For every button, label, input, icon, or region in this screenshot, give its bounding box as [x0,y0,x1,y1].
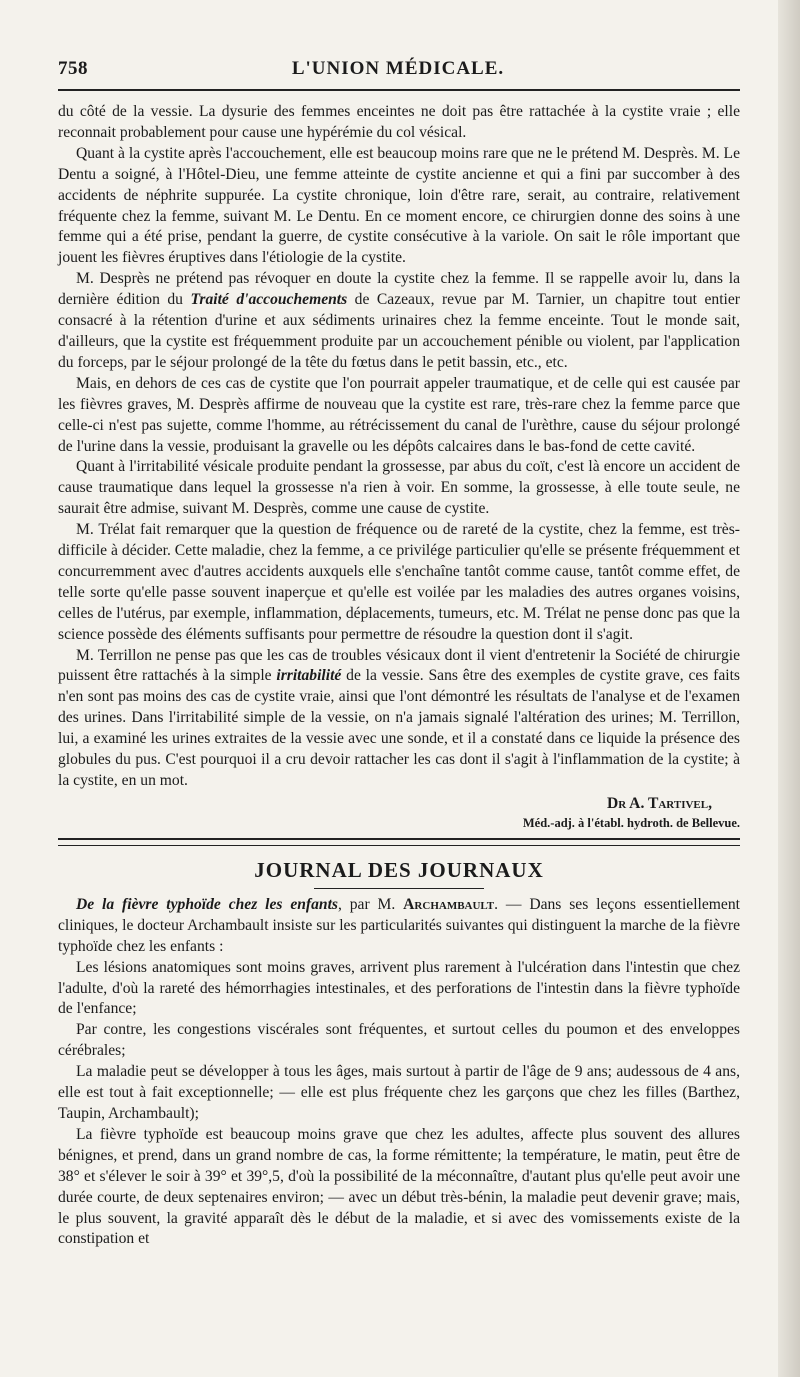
title-underline [314,888,484,889]
article-author: Archambault [403,895,495,913]
header-rule [58,89,740,91]
author-affiliation: Méd.-adj. à l'établ. hydroth. de Bellevue. [522,815,740,830]
section-divider [58,838,740,846]
paragraph: Quant à la cystite après l'accouchement, elle est beaucoup moins rare que ne le prétend M. Desprès. M. Le Dentu a soigné, à l'Hôtel-Dieu, une femme atteinte de cystite ancienne et qui a fini par succomber à des accidents de néphrite suppurée. La cystite chronique, loin d'être rare, serait, au contraire, relativement fréquente chez la femme, suivant M. Le Dentu. En ce moment encore, ce chirurgien donne des soins à une femme qui a été prise, pendant la guerre, de cystite consécutive à la variole. On sait le rôle important que jouent les fièvres éruptives dans l'étiologie de la cystite. [58,144,740,267]
paragraph: Quant à l'irritabilité vésicale produite pendant la grossesse, par abus du coït, c'est là encore un accident de cause traumatique dans lequel la grossesse n'a rien à voir. En somme, la grossesse, à elle toute seule, ne saurait être admise, suivant M. Desprès, comme une cause de cystite. [58,458,740,518]
article-title: De la fièvre typhoïde chez les enfants [76,895,338,913]
running-head: L'UNION MÉDICALE. [291,58,505,79]
text-run: M. Terrillon ne pense pas que les cas de troubles vésicaux dont il vient d'entretenir la Société de chirurgie puissent être rattachés à la simple [58,646,740,685]
paragraph: Mais, en dehors de ces cas de cystite que l'on pourrait appeler traumatique, et de celle qui est causée par les fièvres graves, M. Desprès affirme de nouveau que la cystite est rare, très-rare chez la femme parce que celle-ci n'est pas sujette, comme l'homme, au rétrécissement du canal de l'urèthre, cause du séjour prolongé de l'urine dans la vessie, produisant la gravelle ou les dépôts calcaires dans le bas-fond de cette cavité. [58,374,740,455]
text-run: , par M. [338,895,404,913]
text-run: M. Desprès ne prétend pas révoquer en doute la cystite chez la femme. Il se rappelle avoir lu, dans la dernière édition du [58,270,740,309]
text-run: de la vessie. Sans être des exemples de cystite grave, ces faits n'en sont pas moins des cas de cystite vraie, ainsi que l'ont démontré les résultats de l'analyse et de l'examen des urines. Dans l'irritabilité simple de la vessie, on n'a jamais signalé l'altération des urines; M. Terrillon, lui, a examiné les urines extraites de la vessie avec une sonde, et il a constaté dans ce liquide la présence des globules du pus. C'est pourquoi il a cru devoir rattacher les cas dont il s'agit à l'inflammation de la cystite; à la cystite, en un mot. [58,667,740,789]
section-title: JOURNAL DES JOURNAUX [254,857,544,882]
page-number: 758 [58,58,88,79]
paragraph [58,269,740,374]
paragraph: La maladie peut se développer à tous les âges, mais surtout à partir de l'âge de 9 ans; audessous de 4 ans, elle est tout à fait exceptionnelle; — elle est plus fréquente chez les garçons que chez les filles (Barthez, Taupin, Archambault); [58,1063,740,1122]
paragraph [58,895,740,958]
text-run: de Cazeaux, revue par M. Tarnier, un chapitre tout entier consacré à la rétention d'urine et aux sédiments urinaires chez la femme enceinte. Tout le monde sait, d'ailleurs, que la cystite est fréquemment produite par un accouchement pénible ou violent, par l'application du forceps, par le séjour prolongé de la tête du fœtus dans le petit bassin, etc., etc. [58,291,740,371]
paragraph: La fièvre typhoïde est beaucoup moins grave que chez les adultes, affecte plus souvent des allures bénignes, et prend, dans un grand nombre de cas, la forme rémittente; la température, le matin, peut être de 38° et s'élever le soir à 39° et 39°,5, d'où la possibilité de la méconnaître, d'autant plus qu'elle peut avoir une durée courte, de deux septenaires environ; — avec un début très-bénin, la maladie peut devenir grave; mais, le plus souvent, la gravité apparaît dès le début de la maladie, et si avec des vomissements existe de la constipation et [58,1125,740,1248]
paragraph: du côté de la vessie. La dysurie des femmes enceintes ne doit pas être rattachée à la cystite vraie ; elle reconnait probablement pour cause une hypérémie du col vésical. [58,103,740,141]
text-column [58,102,740,1250]
author-signature: Dr A. Tartivel, [606,794,712,812]
paragraph: Les lésions anatomiques sont moins graves, arrivent plus rarement à l'ulcération dans l'intestin que chez l'adulte, d'où la rareté des hémorrhagies intestinales, et des perforations de l'intestin dans la fièvre typhoïde de l'enfance; [58,958,740,1018]
paragraph: Par contre, les congestions viscérales sont fréquentes, et surtout celles du poumon et des enveloppes cérébrales; [58,1021,740,1060]
book-title: Traité d'accouchements [190,291,348,309]
page-header [58,58,738,88]
paragraph [58,646,740,792]
page-edge-shadow [778,0,800,1377]
emphasis: irritabilité [276,667,342,685]
text-run: . — Dans ses leçons essentiellement cliniques, le docteur Archambault insiste sur les particularités suivantes qui distinguent la marche de la fièvre typhoïde chez les enfants : [58,895,740,955]
paragraph: M. Trélat fait remarquer que la question de fréquence ou de rareté de la cystite, chez la femme, est très-difficile à décider. Cette maladie, chez la femme, a ce privilége particulier qu'elle se présente fréquemment et concurremment avec d'autres accidents auxquels elle s'enchaîne tantôt comme cause, tantôt comme effet, de telle sorte qu'elle passe souvent inaperçue et qu'elle est voilée par les maladies des autres organes voisins, celles de l'utérus, par exemple, inflammation, déplacements, tumeurs, etc. M. Trélat ne pense donc pas que la science possède des éléments suffisants pour permettre de résoudre la question dont il s'agit. [58,521,740,643]
